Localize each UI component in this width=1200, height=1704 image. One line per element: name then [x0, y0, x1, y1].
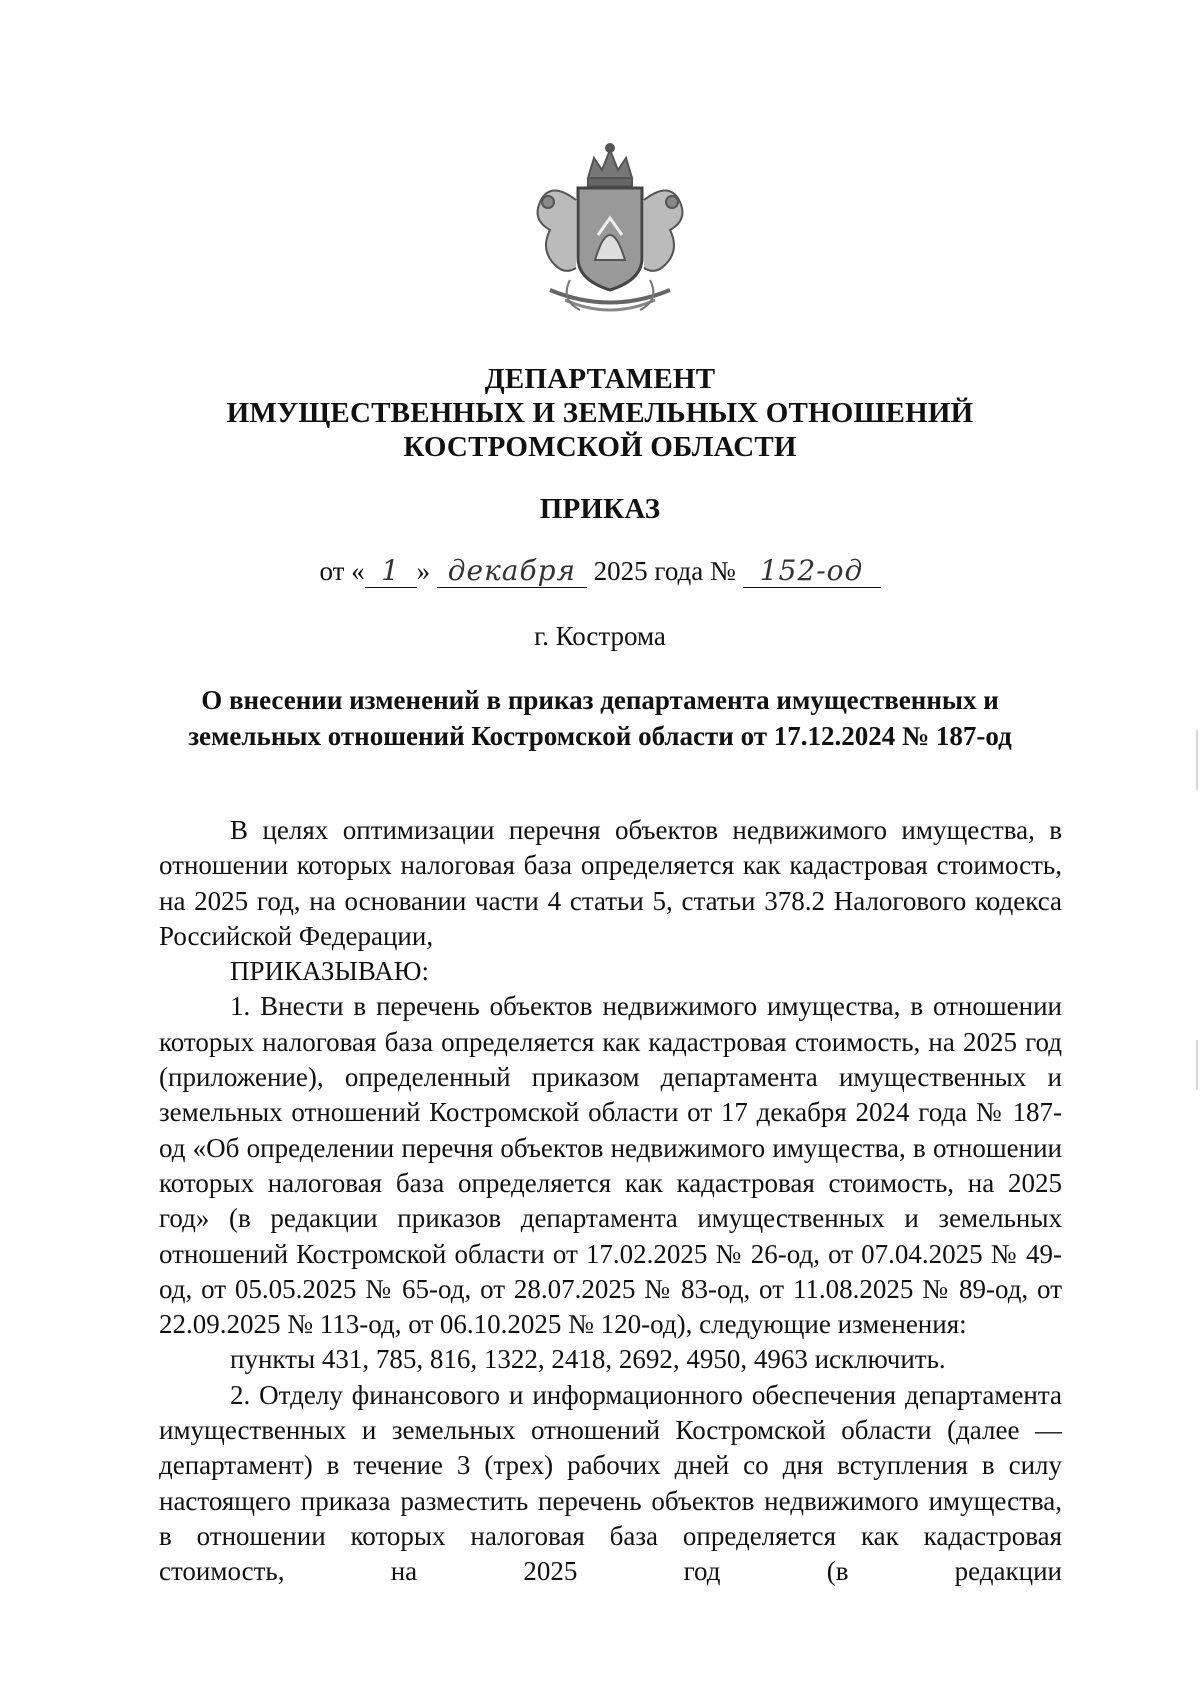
city-line: г. Кострома — [534, 621, 666, 651]
department-title — [150, 362, 1050, 464]
department-title-line2: ИМУЩЕСТВЕННЫХ И ЗЕМЕЛЬНЫХ ОТНОШЕНИЙ — [226, 397, 974, 429]
order-subject-line1: О внесении изменений в приказ департамента имущественных и — [201, 685, 999, 715]
order-word: ПРИКАЗЫВАЮ: — [230, 956, 429, 987]
date-quote-close: » — [416, 556, 431, 586]
date-prefix: от « — [319, 556, 365, 586]
scan-edge-mark — [1196, 730, 1198, 790]
date-month-field — [437, 555, 587, 588]
date-year-text: 2025 года № — [593, 556, 736, 586]
scan-edge-mark — [1196, 1040, 1198, 1090]
department-title-line3: КОСТРОМСКОЙ ОБЛАСТИ — [403, 431, 797, 463]
preamble-paragraph: В целях оптимизации перечня объектов недвижимого имущества, в отношении которых налоговая база определяется как кадастровая стоимость, на 2025 год, на основании части 4 статьи 5, статьи 378.2 Налогового кодекса Российской Федерации, — [159, 815, 1062, 951]
coat-of-arms-icon — [510, 140, 710, 320]
item-1-paragraph: 1. Внести в перечень объектов недвижимого имущества, в отношении которых налоговая база определяется как кадастровая стоимость, на 2025 год (приложение), определенный приказом департамента имущественных и земельных отношений Костромской области от 17 декабря 2024 года № 187-од «Об определении перечня объектов недвижимого имущества, в отношении которых налоговая база определяется как кадастровая стоимость, на 2025 год» (в редакции приказов департамента имущественных и земельных отношений Костромской области от 17.02.2025 № 26-од, от 07.04.2025 № 49-од, от 05.05.2025 № 65-од, от 28.07.2025 № 83-од, от 11.08.2025 № 89-од, от 22.09.2025 № 113-од, от 06.10.2025 № 120-од), следующие изменения: — [159, 991, 1062, 1340]
department-title-line1: ДЕПАРТАМЕНТ — [484, 363, 716, 395]
handwritten-order-number: 152-од — [759, 554, 864, 587]
handwritten-day: 1 — [381, 554, 401, 587]
date-day-field — [365, 555, 417, 588]
item-1-subparagraph: пункты 431, 785, 816, 1322, 2418, 2692, 4950, 4963 исключить. — [230, 1344, 946, 1375]
order-subject — [150, 682, 1050, 754]
order-subject-line2: земельных отношений Костромской области от 17.12.2024 № 187-од — [188, 721, 1012, 751]
order-body — [159, 813, 1062, 1590]
order-number-field — [743, 555, 881, 588]
document-type: ПРИКАЗ — [539, 493, 661, 525]
handwritten-month: декабря — [447, 554, 577, 587]
item-2-paragraph: 2. Отделу финансового и информационного обеспечения департамента имущественных и земельных отношений Костромской области (далее — департамент) в течение 3 (трех) рабочих дней со дня вступления в силу настоящего приказа разместить перечень объектов недвижимого имущества, в отношении которых налоговая база определяется как кадастровая стоимость, на 2025 год (в редакции — [159, 1379, 1062, 1587]
date-line — [150, 555, 1050, 588]
